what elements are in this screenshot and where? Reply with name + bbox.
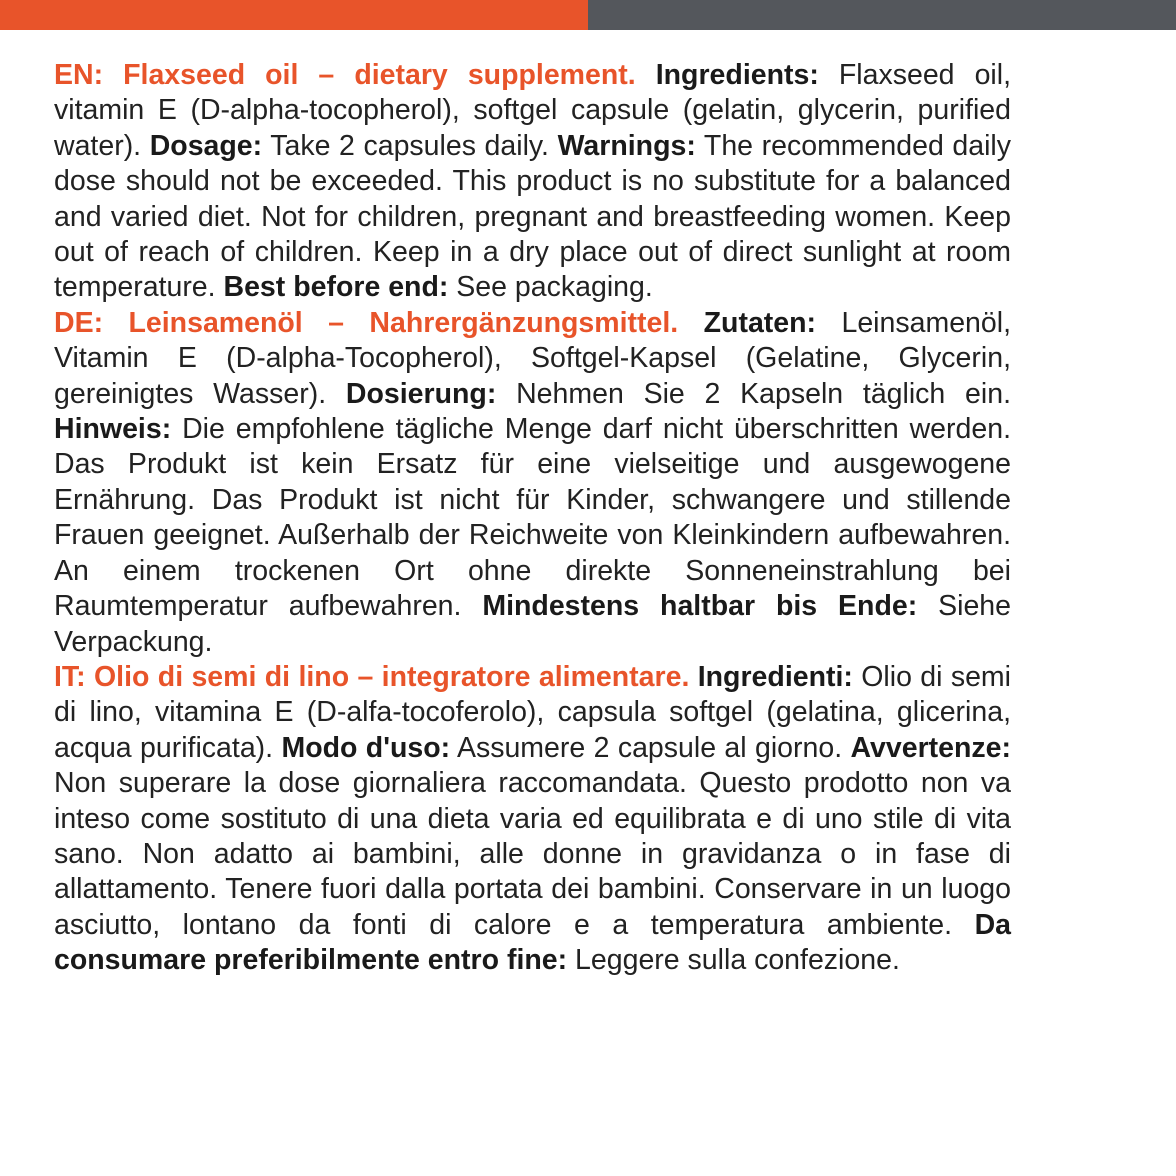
section-en (54, 58, 1011, 306)
dosage-key-en: Dosage: (149, 129, 263, 162)
dosage-key-de: Dosierung: (345, 377, 497, 410)
warnings-text-de: Die empfohlene tägliche Menge darf nicht überschritten werden. Das Produkt ist kein Ersatz für eine vielseitige und ausgewogene Ernährung. Das Produkt ist nicht für Kinder, schwangere und stillende Frauen geeignet. Außerhalb der Reichweite von Kleinkindern aufbewahren. An einem trockenen Ort ohne direkte Sonneneinstrahlung bei Raumtemperatur aufbewahren. (54, 413, 1011, 623)
best-before-text-en: See packaging. (448, 271, 653, 304)
ingredients-key-en: Ingredients: (655, 59, 819, 91)
best-before-text-de: Siehe Verpackung. (54, 590, 1011, 658)
best-before-text-it: Leggere sulla confezione. (567, 944, 900, 977)
warnings-key-en: Warnings: (557, 129, 696, 162)
dosage-key-it: Modo d'uso: (281, 731, 451, 764)
top-bar-orange-segment (0, 0, 588, 30)
label-text-block (54, 58, 1011, 979)
section-heading-en: EN: Flaxseed oil – dietary supplement. (54, 59, 636, 91)
section-heading-de: DE: Leinsamenöl – Nahrergänzungsmittel. (54, 306, 679, 339)
ingredients-key-de: Zutaten: (703, 306, 817, 339)
best-before-key-it: Da consumare preferibilmente entro fine: (54, 908, 1011, 977)
top-color-bar (0, 0, 1176, 30)
ingredients-text-en: Flaxseed oil, vitamin E (D-alpha-tocopherol), softgel capsule (gelatin, glycerin, purified water). (54, 59, 1011, 162)
section-de (54, 306, 1011, 660)
section-heading-it: IT: Olio di semi di lino – integratore alimentare. (54, 660, 690, 693)
best-before-key-en: Best before end: (223, 271, 449, 304)
dosage-text-it: Assumere 2 capsule al giorno. (450, 731, 851, 764)
warnings-key-it: Avvertenze: (850, 731, 1012, 764)
ingredients-text-de: Leinsamenöl, Vitamin E (D-alpha-Tocopherol), Softgel-Kapsel (Gelatine, Glycerin, gereinigtes Wasser). (54, 306, 1011, 410)
warnings-text-it: Non superare la dose giornaliera raccomandata. Questo prodotto non va inteso come sostituto di una dieta varia ed equilibrata e di uno stile di vita sano. Non adatto ai bambini, alle donne in gravidanza o in fase di allattamento. Tenere fuori dalla portata dei bambini. Conservare in un luogo asciutto, lontano da fonti di calore e a temperatura ambiente. (54, 767, 1011, 941)
section-it (54, 660, 1011, 979)
best-before-key-de: Mindestens haltbar bis Ende: (482, 590, 918, 623)
ingredients-text-it: Olio di semi di lino, vitamina E (D-alfa-tocoferolo), capsula softgel (gelatina, glicerina, acqua purificata). (54, 660, 1012, 764)
dosage-text-de: Nehmen Sie 2 Kapseln täglich ein. (496, 377, 1011, 410)
dosage-text-en: Take 2 capsules daily. (262, 129, 558, 162)
ingredients-key-it: Ingredienti: (697, 660, 853, 693)
warnings-key-de: Hinweis: (54, 413, 172, 446)
warnings-text-en: The recommended daily dose should not be exceeded. This product is no substitute for a balanced and varied diet. Not for children, pregnant and breastfeeding women. Keep out of reach of children. Keep in a dry place out of direct sunlight at room temperature. (54, 129, 1012, 304)
top-bar-gray-segment (588, 0, 1176, 30)
